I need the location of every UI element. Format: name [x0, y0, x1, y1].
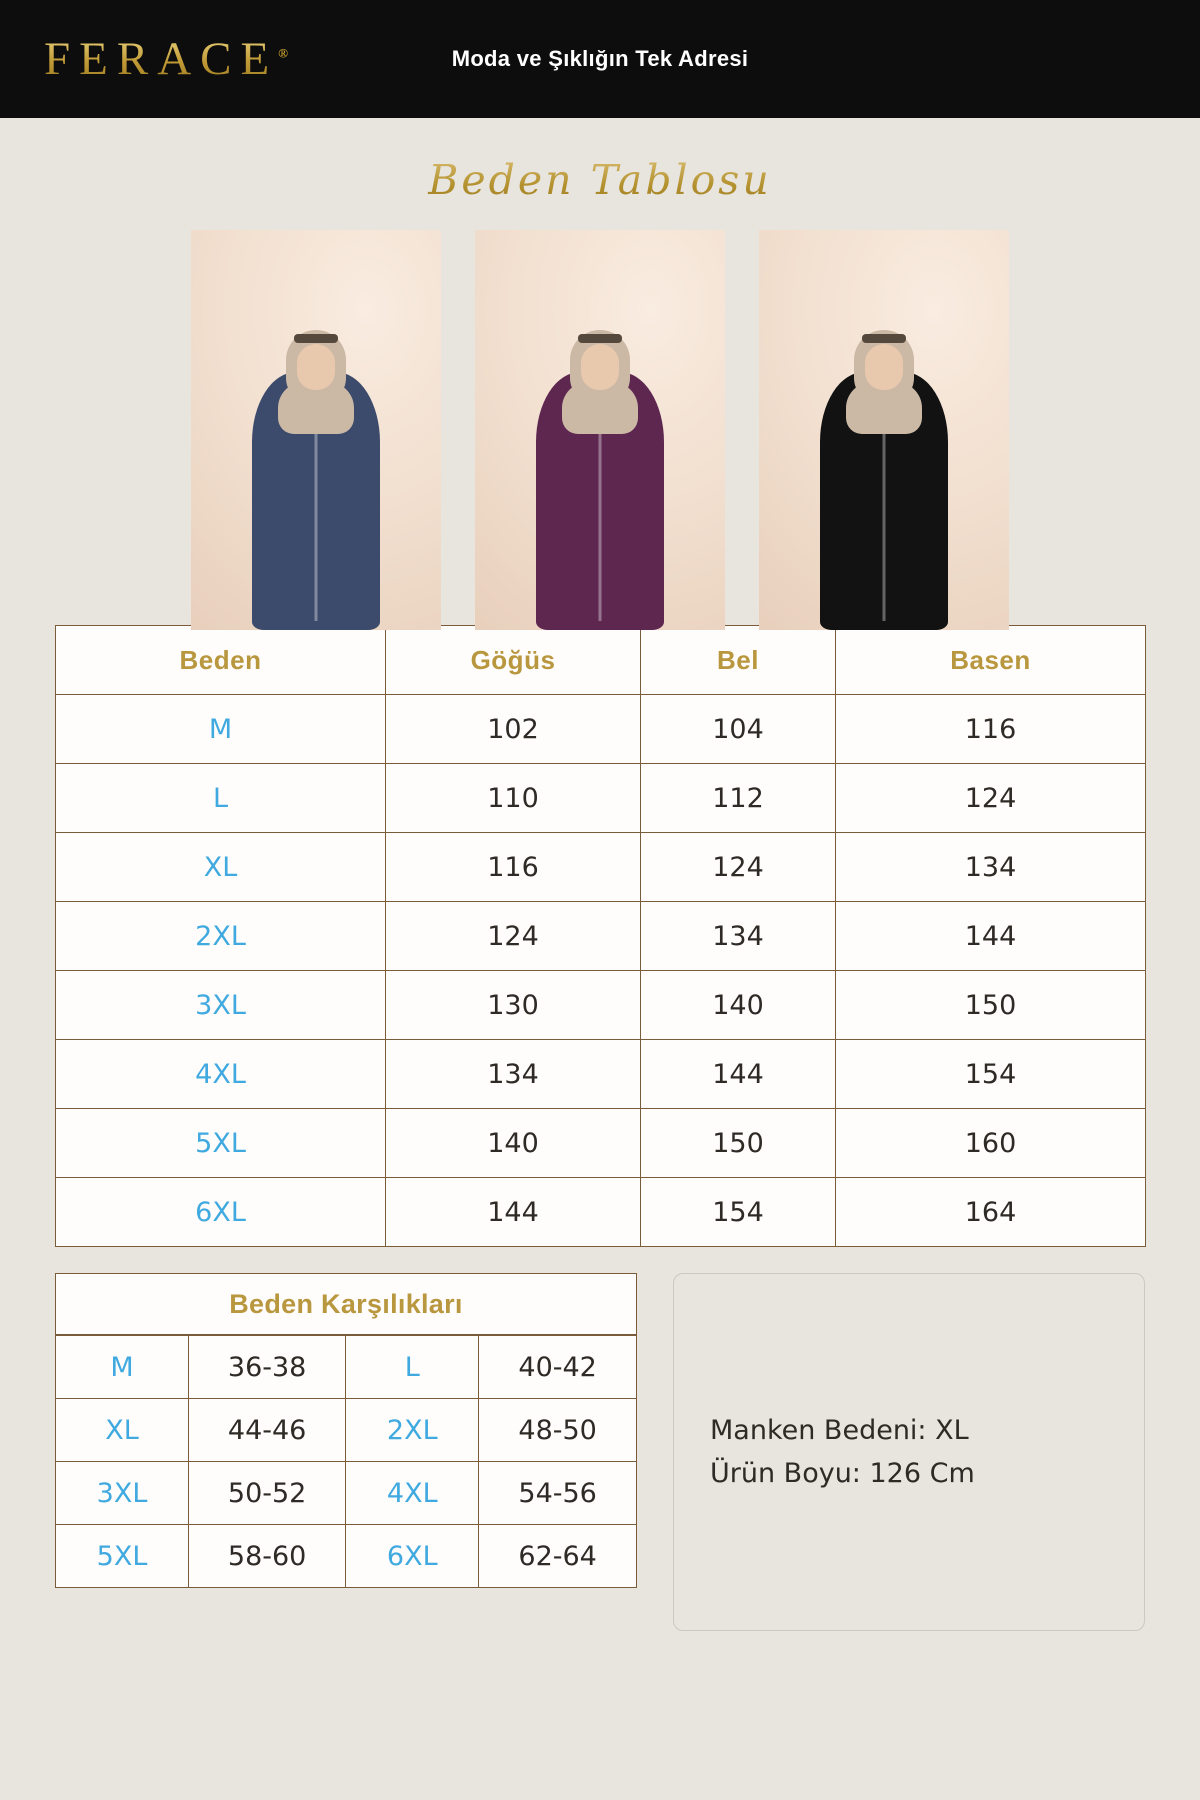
- conv-right-label: 2XL: [346, 1399, 479, 1462]
- conv-left-value: 50-52: [189, 1462, 346, 1525]
- model-figure: [818, 330, 950, 630]
- cell-basen: 150: [836, 971, 1146, 1040]
- sunglasses-icon: [862, 334, 906, 343]
- table-row: [56, 764, 1146, 833]
- product-length-info: Ürün Boyu: 126 Cm: [710, 1458, 975, 1489]
- model-photo-strip: [0, 230, 1200, 630]
- cell-beden: L: [56, 764, 386, 833]
- cell-bel: 144: [641, 1040, 836, 1109]
- table-row: [56, 1336, 636, 1399]
- table-row: [56, 1109, 1146, 1178]
- cell-bel: 124: [641, 833, 836, 902]
- conv-left-value: 58-60: [189, 1525, 346, 1588]
- column-header-bel: Bel: [641, 626, 836, 695]
- table-row: [56, 1178, 1146, 1247]
- cell-basen: 116: [836, 695, 1146, 764]
- table-row: [56, 1040, 1146, 1109]
- conversion-table-container: [55, 1273, 637, 1588]
- cell-beden: 6XL: [56, 1178, 386, 1247]
- conversion-table: [56, 1335, 636, 1587]
- conv-left-value: 36-38: [189, 1336, 346, 1399]
- conv-right-value: 48-50: [479, 1399, 636, 1462]
- cell-basen: 164: [836, 1178, 1146, 1247]
- model-photo-navy: [191, 230, 441, 630]
- sunglasses-icon: [578, 334, 622, 343]
- model-figure: [250, 330, 382, 630]
- cell-bel: 134: [641, 902, 836, 971]
- cell-bel: 112: [641, 764, 836, 833]
- cell-gogus: 134: [386, 1040, 641, 1109]
- cell-beden: XL: [56, 833, 386, 902]
- table-row: [56, 971, 1146, 1040]
- cell-basen: 154: [836, 1040, 1146, 1109]
- column-header-beden: Beden: [56, 626, 386, 695]
- conv-right-value: 40-42: [479, 1336, 636, 1399]
- conversion-table-title: Beden Karşılıkları: [56, 1274, 636, 1335]
- conv-right-value: 54-56: [479, 1462, 636, 1525]
- size-table-header-row: [56, 626, 1146, 695]
- cell-basen: 160: [836, 1109, 1146, 1178]
- model-photo-plum: [475, 230, 725, 630]
- sunglasses-icon: [294, 334, 338, 343]
- model-photo-black: [759, 230, 1009, 630]
- model-face: [865, 344, 903, 390]
- cell-gogus: 116: [386, 833, 641, 902]
- cell-bel: 140: [641, 971, 836, 1040]
- model-head: [286, 330, 346, 404]
- cell-beden: 5XL: [56, 1109, 386, 1178]
- cell-basen: 144: [836, 902, 1146, 971]
- conv-left-label: XL: [56, 1399, 189, 1462]
- cell-gogus: 102: [386, 695, 641, 764]
- conv-right-label: L: [346, 1336, 479, 1399]
- model-head: [570, 330, 630, 404]
- cell-beden: 3XL: [56, 971, 386, 1040]
- cell-gogus: 140: [386, 1109, 641, 1178]
- zipper-icon: [883, 406, 886, 621]
- table-row: [56, 902, 1146, 971]
- cell-gogus: 130: [386, 971, 641, 1040]
- table-row: [56, 695, 1146, 764]
- model-size-info: Manken Bedeni: XL: [710, 1414, 969, 1446]
- bottom-section: [55, 1273, 1145, 1631]
- table-row: [56, 1525, 636, 1588]
- cell-gogus: 124: [386, 902, 641, 971]
- cell-basen: 124: [836, 764, 1146, 833]
- cell-beden: 2XL: [56, 902, 386, 971]
- conv-right-label: 4XL: [346, 1462, 479, 1525]
- column-header-basen: Basen: [836, 626, 1146, 695]
- size-table: [55, 625, 1146, 1247]
- product-info-box: [673, 1273, 1145, 1631]
- zipper-icon: [599, 406, 602, 621]
- model-head: [854, 330, 914, 404]
- conv-right-label: 6XL: [346, 1525, 479, 1588]
- brand-logo: [44, 32, 289, 85]
- cell-gogus: 110: [386, 764, 641, 833]
- zipper-icon: [315, 406, 318, 621]
- cell-beden: 4XL: [56, 1040, 386, 1109]
- cell-bel: 104: [641, 695, 836, 764]
- registered-trademark-icon: ®: [278, 44, 289, 60]
- page-header: [0, 0, 1200, 118]
- conv-left-label: 5XL: [56, 1525, 189, 1588]
- cell-bel: 154: [641, 1178, 836, 1247]
- column-header-gogus: Göğüs: [386, 626, 641, 695]
- conv-left-label: 3XL: [56, 1462, 189, 1525]
- cell-gogus: 144: [386, 1178, 641, 1247]
- conv-right-value: 62-64: [479, 1525, 636, 1588]
- size-table-container: [55, 625, 1145, 1247]
- brand-logo-text: FERACE: [44, 32, 279, 85]
- table-row: [56, 833, 1146, 902]
- page-title: Beden Tablosu: [0, 156, 1200, 204]
- conv-left-label: M: [56, 1336, 189, 1399]
- conv-left-value: 44-46: [189, 1399, 346, 1462]
- cell-beden: M: [56, 695, 386, 764]
- model-face: [581, 344, 619, 390]
- model-face: [297, 344, 335, 390]
- header-tagline: Moda ve Şıklığın Tek Adresi: [451, 46, 749, 71]
- table-row: [56, 1399, 636, 1462]
- table-row: [56, 1462, 636, 1525]
- cell-basen: 134: [836, 833, 1146, 902]
- cell-bel: 150: [641, 1109, 836, 1178]
- model-figure: [534, 330, 666, 630]
